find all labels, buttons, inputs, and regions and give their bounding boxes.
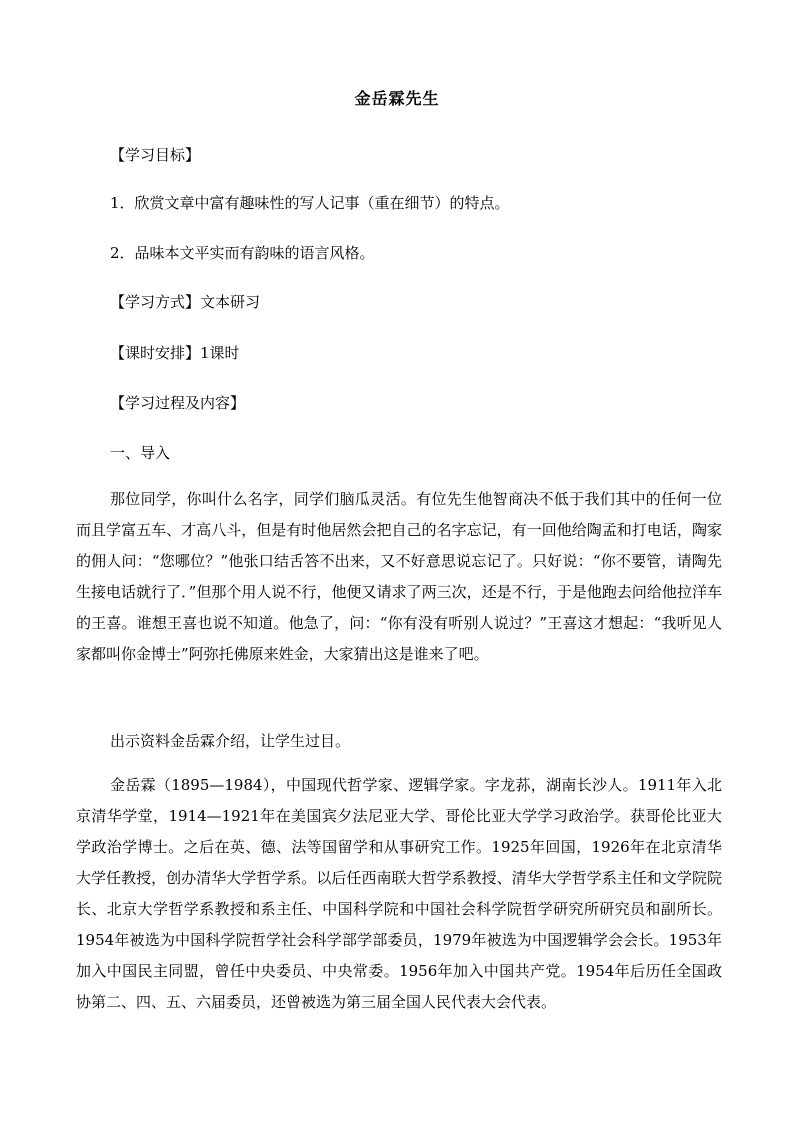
section-heading-intro: 一、导入 — [110, 444, 171, 462]
objectives-heading: 【学习目标】 — [110, 146, 201, 164]
show-material-line: 出示资料金岳霖介绍，让学生过目。 — [110, 732, 351, 750]
process-heading: 【学习过程及内容】 — [110, 394, 246, 412]
class-schedule: 【课时安排】1课时 — [110, 344, 240, 362]
study-method: 【学习方式】文本研习 — [110, 293, 261, 311]
objective-item-1: 1．欣赏文章中富有趣味性的写人记事（重在细节）的特点。 — [110, 194, 510, 212]
document-title: 金岳霖先生 — [354, 89, 440, 108]
objective-item-2: 2．品味本文平实而有韵味的语言风格。 — [110, 244, 375, 262]
biography-paragraph: 金岳霖（1895—1984），中国现代哲学家、逻辑学家。字龙荪，湖南长沙人。1911年入北京清华学堂，1914—1921年在美国宾夕法尼亚大学、哥伦比亚大学学习政治学。获哥伦比亚大学政治学博士。之后在英、德、法等国留学和从事研究工作。1925年回国，1926年在北京清华大学任教授，创办清华大学哲学系。以后任西南联大哲学系教授、清华大学哲学系主任和文学院院长、北京大学哲学系教授和系主任、中国科学院和中国社会科学院哲学研究所研究员和副所长。1954年被选为中国科学院哲学社会科学部学部委员，1979年被选为中国逻辑学会会长。1953年加入中国民主同盟，曾任中央委员、中央常委。1956年加入中国共产党。1954年后历任全国政协第二、四、五、六届委员，还曾被选为第三届全国人民代表大会代表。 — [76, 776, 722, 1011]
intro-paragraph: 那位同学，你叫什么名字，同学们脑瓜灵活。有位先生他智商决不低于我们其中的任何一位而且学富五车、才高八斗，但是有时他居然会把自己的名字忘记，有一回他给陶孟和打电话，陶家的佣人问：“您哪位？”他张口结舌答不出来，又不好意思说忘记了。只好说：“你不要管，请陶先生接电话就行了．”但那个用人说不行，他便又请求了两三次，还是不行，于是他跑去问给他拉洋车的王喜。谁想王喜也说不知道。他急了，问：“你有没有听别人说过？”王喜这才想起：“我听见人家都叫你金博士”阿弥托佛原来姓金，大家猜出这是谁来了吧。 — [76, 490, 722, 663]
